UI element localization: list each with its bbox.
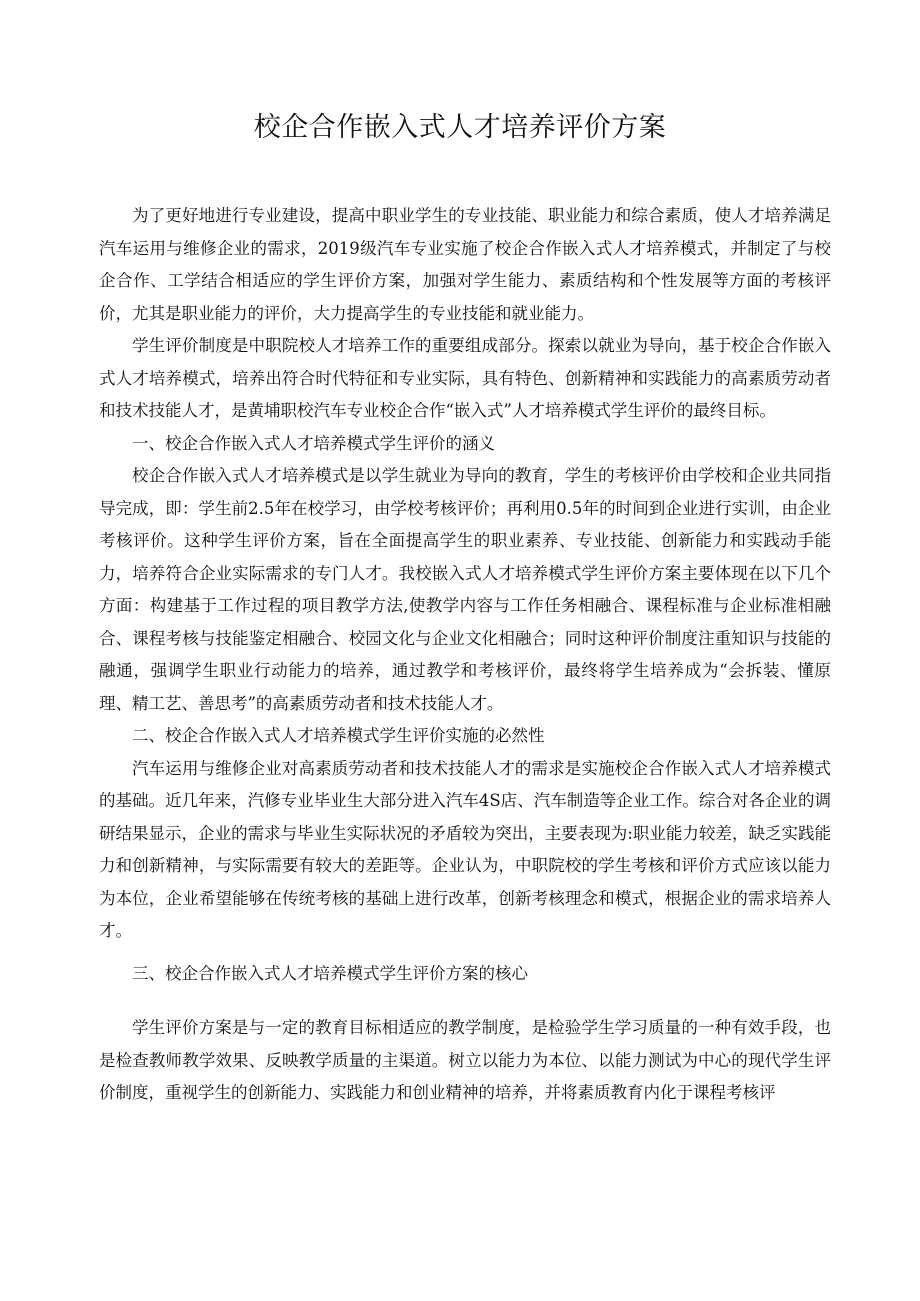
section-1-paragraph: 校企合作嵌入式人才培养模式是以学生就业为导向的教育，学生的考核评价由学校和企业共同指导完成，即：学生前2.5年在校学习，由学校考核评价；再利用0.5年的时间到企业进行实训，由企业考核评价。这种学生评价方案，旨在全面提高学生的职业素养、专业技能、创新能力和实践动手能力，培养符合企业实际需求的专门人才。我校嵌入式人才培养模式学生评价方案主要体现在以下几个方面：构建基于工作过程的项目教学方法,使教学内容与工作任务相融合、课程标准与企业标准相融合、课程考核与技能鉴定相融合、校园文化与企业文化相融合；同时这种评价制度注重知识与技能的融通，强调学生职业行动能力的培养，通过教学和考核评价，最终将学生培养成为“会拆装、懂原理、精工艺、善思考”的高素质劳动者和技术技能人才。 <box>99 466 831 713</box>
section-heading-1: 一、校企合作嵌入式人才培养模式学生评价的涵义 <box>132 433 495 453</box>
section-heading-2: 二、校企合作嵌入式人才培养模式学生评价实施的必然性 <box>132 726 545 745</box>
section-heading-3: 三、校企合作嵌入式人才培养模式学生评价方案的核心 <box>132 963 528 983</box>
intro-paragraph: 为了更好地进行专业建设，提高中职业学生的专业技能、职业能力和综合素质，使人才培养满足汽车运用与维修企业的需求，2019级汽车专业实施了校企合作嵌入式人才培养模式，并制定了与校企合作、工学结合相适应的学生评价方案，加强对学生能力、素质结构和个性发展等方面的考核评价，尤其是职业能力的评价，大力提高学生的专业技能和就业能力。 <box>99 206 831 323</box>
section-3-paragraph: 学生评价方案是与一定的教育目标相适应的教学制度，是检验学生学习质量的一种有效手段，也是检查教师教学效果、反映教学质量的主渠道。树立以能力为本位、以能力测试为中心的现代学生评价制度，重视学生的创新能力、实践能力和创业精神的培养，并将素质教育内化于课程考核评 <box>99 1018 831 1102</box>
document-body <box>99 200 831 1110</box>
goal-paragraph: 学生评价制度是中职院校人才培养工作的重要组成部分。探索以就业为导向，基于校企合作嵌入式人才培养模式，培养出符合时代特征和专业实际，具有特色、创新精神和实践能力的高素质劳动者和技术技能人才，是黄埔职校汽车专业校企合作“嵌入式”人才培养模式学生评价的最终目标。 <box>99 336 831 420</box>
section-2-paragraph: 汽车运用与维修企业对高素质劳动者和技术技能人才的需求是实施校企合作嵌入式人才培养模式的基础。近几年来，汽修专业毕业生大部分进入汽车4S店、汽车制造等企业工作。综合对各企业的调研结果显示，企业的需求与毕业生实际状况的矛盾较为突出，主要表现为:职业能力较差，缺乏实践能力和创新精神，与实际需要有较大的差距等。企业认为，中职院校的学生考核和评价方式应该以能力为本位，企业希望能够在传统考核的基础上进行改革，创新考核理念和模式，根据企业的需求培养人才。 <box>99 758 831 940</box>
document-title: 校企合作嵌入式人才培养评价方案 <box>253 112 667 143</box>
